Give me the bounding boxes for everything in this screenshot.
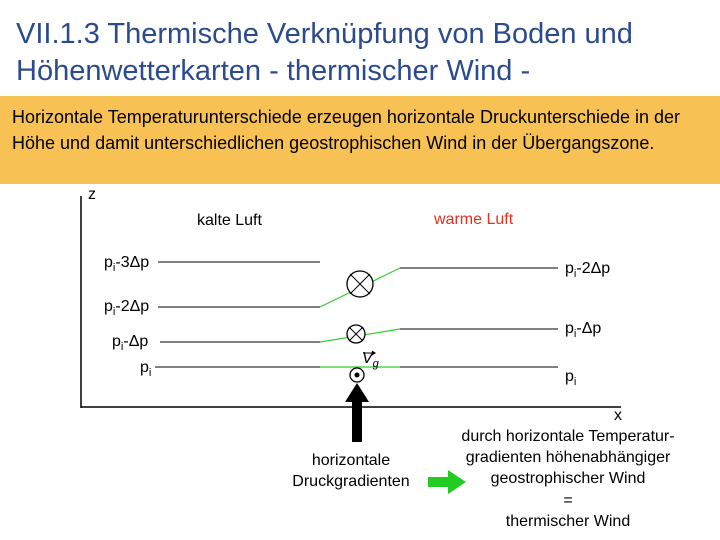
pressure-gradient-arrow-icon — [345, 383, 369, 442]
vg-label: $V_g$ — [362, 350, 379, 371]
z-axis-label: z — [88, 186, 96, 203]
thermal-wind-text: geostrophischer Wind — [490, 470, 646, 487]
right-level-label: $p_i$ — [565, 368, 577, 389]
right-level-label: $p_i-\Delta p$ — [565, 320, 602, 341]
right-level-label: $p_i-2\Delta p$ — [565, 260, 611, 281]
cold-air-label: kalte Luft — [197, 212, 262, 229]
left-level-label: $p_i-2\Delta p$ — [104, 298, 150, 319]
left-level-label: $p_i-\Delta p$ — [112, 333, 149, 354]
banner-text: Horizontale Temperaturunterschiede erzeugen horizontale Druckunterschiede in der Höhe und damit unterschiedlichen geostrophischen Wind in der Übergangszone. — [12, 107, 681, 153]
pressure-gradient-label: Druckgradienten — [292, 473, 410, 490]
thermal-wind-text: gradienten höhenabhängiger — [465, 449, 671, 466]
left-level-label: $p_i-3\Delta p$ — [104, 254, 150, 275]
thermal-wind-text: durch horizontale Temperatur- — [461, 428, 675, 445]
warm-air-label: warme Luft — [434, 211, 514, 228]
left-level-label: $p_i$ — [140, 359, 152, 380]
x-axis-label: x — [614, 407, 622, 424]
equals-sign: = — [563, 492, 573, 509]
slide-title: VII.1.3 Thermische Verknüpfung von Boden und Höhenwetterkarten - thermischer Wind - — [16, 18, 633, 87]
pressure-gradient-label: horizontale — [311, 452, 391, 469]
thermal-wind-text: thermischer Wind — [505, 513, 631, 530]
wind-into-page-small-icon — [347, 325, 365, 343]
wind-into-page-large-icon — [347, 271, 373, 297]
